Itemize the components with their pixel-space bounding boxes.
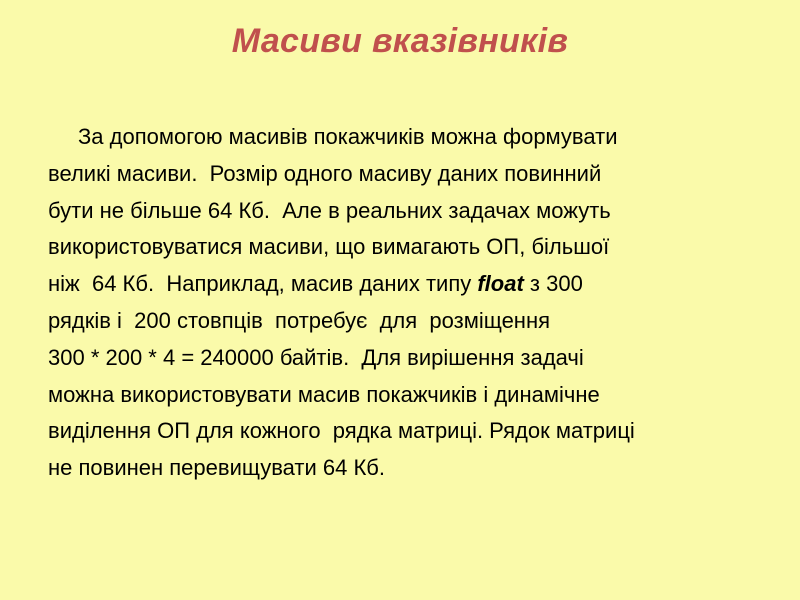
body-line: рядків і 200 стовпців потребує для розміщення <box>48 307 551 333</box>
body-line: не повинен перевищувати 64 Кб. <box>48 455 385 481</box>
body-line: виділення ОП для кожного рядка матриці. Рядок матриці <box>48 418 635 444</box>
body-line: великі масиви. Розмір одного масиву даних повинний <box>48 160 602 186</box>
body-line-text: ніж 64 Кб. Наприклад, масив даних типу <box>48 271 478 297</box>
slide-title: Масиви вказівників <box>231 22 569 60</box>
body-line: бути не більше 64 Кб. Але в реальних задачах можуть <box>48 197 611 223</box>
slide-body <box>48 119 778 487</box>
body-line: використовуватися масиви, що вимагають ОП, більшої <box>48 234 610 260</box>
keyword-float: float <box>477 271 524 297</box>
body-line: За допомогою масивів покажчиків можна формувати <box>78 124 618 149</box>
body-line: можна використовувати масив покажчиків і динамічне <box>48 381 600 407</box>
body-line-text: з 300 <box>523 271 583 297</box>
body-line <box>48 266 778 303</box>
body-line: 300 * 200 * 4 = 240000 байтів. Для вирішення задачі <box>48 344 584 370</box>
